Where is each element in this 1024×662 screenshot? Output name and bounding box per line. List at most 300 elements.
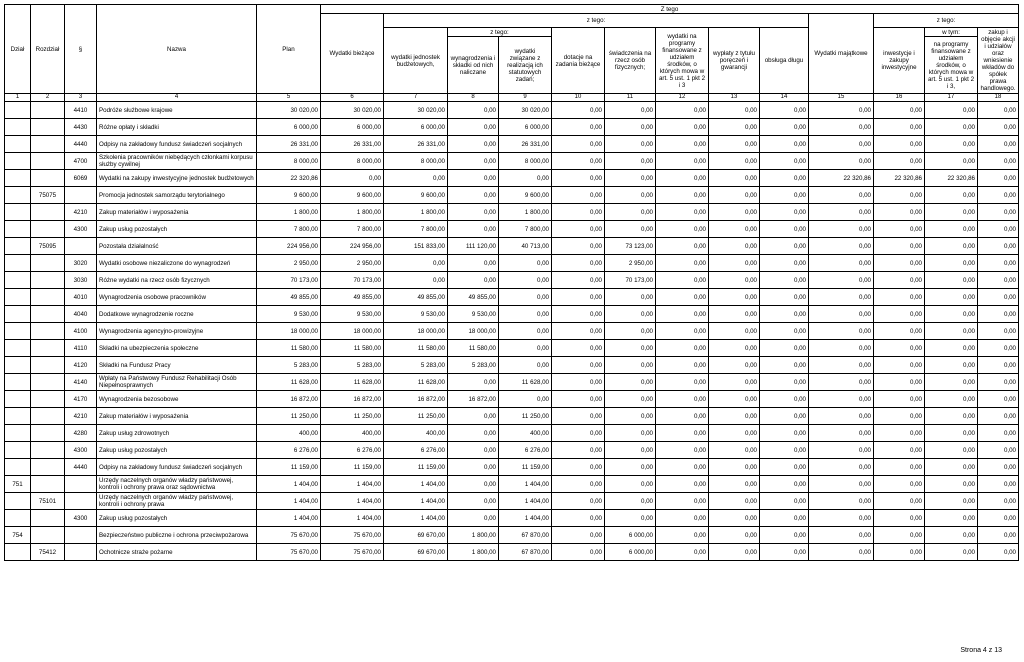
- cell-wydatki-programy: 0,00: [656, 170, 709, 187]
- header-na-programy: na programy finansowane z udziałem środków, o których mowa w art. 5 ust. 1 pkt 2 i 3,: [925, 37, 978, 94]
- header-z-tego-majatkowe: z tego:: [874, 14, 1019, 28]
- cell-wynagrodzenia: 0,00: [448, 476, 499, 493]
- cell-wydatki-jednostek: 0,00: [384, 170, 448, 187]
- cell-wydatki-majatkowe: 0,00: [809, 340, 874, 357]
- cell-inwestycje: 0,00: [874, 425, 925, 442]
- header-wydatki-programy: wydatki na programy finansowane z udziałem środków, o których mowa w art. 5 ust. 1 pkt 2 i 3: [656, 28, 709, 94]
- column-number: 4: [97, 94, 257, 102]
- cell-wydatki-biezace: 400,00: [321, 425, 384, 442]
- cell-dzial: [5, 255, 31, 272]
- cell-dzial: [5, 153, 31, 170]
- table-row: [5, 306, 1019, 323]
- cell-wydatki-biezace: 9 600,00: [321, 187, 384, 204]
- cell-nazwa: Składki na Fundusz Pracy: [97, 357, 257, 374]
- cell-wydatki-biezace: 1 404,00: [321, 476, 384, 493]
- cell-paragraf: 4040: [65, 306, 97, 323]
- cell-plan: 224 956,00: [257, 238, 321, 255]
- cell-wyplaty: 0,00: [709, 187, 760, 204]
- cell-inwestycje: 0,00: [874, 238, 925, 255]
- table-row: [5, 204, 1019, 221]
- cell-zakup-akcji: 0,00: [978, 153, 1019, 170]
- cell-zakup-akcji: 0,00: [978, 510, 1019, 527]
- cell-swiadczenia: 0,00: [605, 459, 656, 476]
- cell-dzial: [5, 221, 31, 238]
- cell-plan: 30 020,00: [257, 102, 321, 119]
- cell-dotacje: 0,00: [552, 459, 605, 476]
- cell-dotacje: 0,00: [552, 289, 605, 306]
- cell-paragraf: [65, 493, 97, 510]
- cell-rozdzial: 75095: [31, 238, 65, 255]
- cell-inwestycje: 0,00: [874, 527, 925, 544]
- cell-wydatki-programy: 0,00: [656, 544, 709, 561]
- header-dotacje: dotacje na zadania bieżące: [552, 28, 605, 94]
- cell-wydatki-jednostek: 0,00: [384, 255, 448, 272]
- cell-wydatki-majatkowe: 0,00: [809, 408, 874, 425]
- cell-paragraf: [65, 187, 97, 204]
- cell-rozdzial: [31, 289, 65, 306]
- table-row: [5, 510, 1019, 527]
- cell-wydatki-biezace: 9 530,00: [321, 306, 384, 323]
- cell-na-programy: 0,00: [925, 306, 978, 323]
- cell-dotacje: 0,00: [552, 102, 605, 119]
- cell-dotacje: 0,00: [552, 255, 605, 272]
- cell-wydatki-statutowe: 1 800,00: [499, 204, 552, 221]
- cell-obsluga-dlugu: 0,00: [760, 119, 809, 136]
- column-number: 14: [760, 94, 809, 102]
- cell-swiadczenia: 0,00: [605, 323, 656, 340]
- cell-nazwa: Ochotnicze straże pożarne: [97, 544, 257, 561]
- cell-wydatki-jednostek: 8 000,00: [384, 153, 448, 170]
- cell-zakup-akcji: 0,00: [978, 306, 1019, 323]
- cell-na-programy: 0,00: [925, 340, 978, 357]
- cell-na-programy: 0,00: [925, 136, 978, 153]
- cell-plan: 18 000,00: [257, 323, 321, 340]
- cell-plan: 11 580,00: [257, 340, 321, 357]
- cell-paragraf: 4100: [65, 323, 97, 340]
- cell-rozdzial: [31, 306, 65, 323]
- table-row: [5, 255, 1019, 272]
- cell-obsluga-dlugu: 0,00: [760, 153, 809, 170]
- cell-plan: 400,00: [257, 425, 321, 442]
- cell-wyplaty: 0,00: [709, 204, 760, 221]
- cell-wydatki-biezace: 75 670,00: [321, 544, 384, 561]
- cell-wydatki-statutowe: 6 276,00: [499, 442, 552, 459]
- cell-rozdzial: [31, 459, 65, 476]
- cell-obsluga-dlugu: 0,00: [760, 306, 809, 323]
- cell-wyplaty: 0,00: [709, 527, 760, 544]
- cell-plan: 1 404,00: [257, 510, 321, 527]
- cell-wydatki-statutowe: 0,00: [499, 255, 552, 272]
- cell-swiadczenia: 70 173,00: [605, 272, 656, 289]
- cell-wydatki-programy: 0,00: [656, 306, 709, 323]
- cell-swiadczenia: 0,00: [605, 136, 656, 153]
- cell-wydatki-statutowe: 7 800,00: [499, 221, 552, 238]
- column-number: 3: [65, 94, 97, 102]
- cell-wydatki-programy: 0,00: [656, 425, 709, 442]
- cell-paragraf: 3030: [65, 272, 97, 289]
- cell-plan: 70 173,00: [257, 272, 321, 289]
- cell-wydatki-jednostek: 69 670,00: [384, 544, 448, 561]
- table-row: [5, 459, 1019, 476]
- cell-nazwa: Wynagrodzenia bezosobowe: [97, 391, 257, 408]
- cell-na-programy: 0,00: [925, 476, 978, 493]
- cell-wydatki-statutowe: 0,00: [499, 323, 552, 340]
- cell-paragraf: 6069: [65, 170, 97, 187]
- cell-dzial: [5, 136, 31, 153]
- cell-wydatki-majatkowe: 0,00: [809, 204, 874, 221]
- cell-plan: 26 331,00: [257, 136, 321, 153]
- cell-wydatki-majatkowe: 0,00: [809, 357, 874, 374]
- cell-na-programy: 0,00: [925, 510, 978, 527]
- cell-zakup-akcji: 0,00: [978, 459, 1019, 476]
- cell-wydatki-biezace: 7 800,00: [321, 221, 384, 238]
- cell-wynagrodzenia: 0,00: [448, 272, 499, 289]
- cell-wydatki-statutowe: 11 159,00: [499, 459, 552, 476]
- cell-plan: 6 000,00: [257, 119, 321, 136]
- cell-wydatki-programy: 0,00: [656, 527, 709, 544]
- cell-paragraf: 4140: [65, 374, 97, 391]
- cell-wyplaty: 0,00: [709, 153, 760, 170]
- cell-wynagrodzenia: 0,00: [448, 170, 499, 187]
- cell-inwestycje: 0,00: [874, 187, 925, 204]
- cell-wydatki-statutowe: 67 870,00: [499, 527, 552, 544]
- table-row: [5, 187, 1019, 204]
- cell-na-programy: 22 320,86: [925, 170, 978, 187]
- header-wydatki-jednostek: wydatki jednostek budżetowych,: [384, 28, 448, 94]
- cell-na-programy: 0,00: [925, 493, 978, 510]
- header-wydatki-biezace: Wydatki bieżące: [321, 14, 384, 94]
- cell-wynagrodzenia: 0,00: [448, 425, 499, 442]
- cell-zakup-akcji: 0,00: [978, 476, 1019, 493]
- cell-wydatki-jednostek: 49 855,00: [384, 289, 448, 306]
- cell-zakup-akcji: 0,00: [978, 238, 1019, 255]
- cell-wynagrodzenia: 0,00: [448, 153, 499, 170]
- cell-nazwa: Zakup usług zdrowotnych: [97, 425, 257, 442]
- cell-obsluga-dlugu: 0,00: [760, 357, 809, 374]
- cell-dzial: [5, 289, 31, 306]
- cell-wydatki-programy: 0,00: [656, 459, 709, 476]
- cell-rozdzial: [31, 153, 65, 170]
- cell-plan: 49 855,00: [257, 289, 321, 306]
- cell-wyplaty: 0,00: [709, 340, 760, 357]
- cell-obsluga-dlugu: 0,00: [760, 493, 809, 510]
- cell-wydatki-statutowe: 0,00: [499, 340, 552, 357]
- cell-wydatki-statutowe: 11 628,00: [499, 374, 552, 391]
- cell-swiadczenia: 0,00: [605, 340, 656, 357]
- cell-wydatki-majatkowe: 0,00: [809, 255, 874, 272]
- table-row: [5, 442, 1019, 459]
- cell-wydatki-programy: 0,00: [656, 357, 709, 374]
- cell-wydatki-programy: 0,00: [656, 323, 709, 340]
- cell-wydatki-statutowe: 30 020,00: [499, 102, 552, 119]
- cell-dotacje: 0,00: [552, 306, 605, 323]
- cell-wyplaty: 0,00: [709, 272, 760, 289]
- cell-dzial: [5, 238, 31, 255]
- cell-zakup-akcji: 0,00: [978, 493, 1019, 510]
- cell-dzial: [5, 119, 31, 136]
- cell-inwestycje: 0,00: [874, 544, 925, 561]
- cell-wydatki-majatkowe: 0,00: [809, 187, 874, 204]
- table-row: [5, 136, 1019, 153]
- cell-obsluga-dlugu: 0,00: [760, 476, 809, 493]
- cell-wydatki-programy: 0,00: [656, 187, 709, 204]
- cell-wyplaty: 0,00: [709, 170, 760, 187]
- cell-nazwa: Wpłaty na Państwowy Fundusz Rehabilitacji Osób Niepełnosprawnych: [97, 374, 257, 391]
- cell-dzial: [5, 408, 31, 425]
- cell-swiadczenia: 0,00: [605, 493, 656, 510]
- cell-wydatki-majatkowe: 0,00: [809, 527, 874, 544]
- cell-zakup-akcji: 0,00: [978, 408, 1019, 425]
- cell-wynagrodzenia: 0,00: [448, 442, 499, 459]
- cell-paragraf: 4410: [65, 102, 97, 119]
- cell-wydatki-biezace: 18 000,00: [321, 323, 384, 340]
- cell-paragraf: 4440: [65, 459, 97, 476]
- cell-rozdzial: [31, 272, 65, 289]
- cell-nazwa: Zakup usług pozostałych: [97, 221, 257, 238]
- cell-wydatki-biezace: 8 000,00: [321, 153, 384, 170]
- cell-wydatki-programy: 0,00: [656, 442, 709, 459]
- header-paragraf: §: [65, 5, 97, 94]
- cell-nazwa: Zakup materiałów i wyposażenia: [97, 408, 257, 425]
- cell-wydatki-statutowe: 0,00: [499, 289, 552, 306]
- header-swiadczenia: świadczenia na rzecz osób fizycznych;: [605, 28, 656, 94]
- cell-wynagrodzenia: 0,00: [448, 102, 499, 119]
- cell-swiadczenia: 0,00: [605, 306, 656, 323]
- cell-na-programy: 0,00: [925, 544, 978, 561]
- cell-nazwa: Dodatkowe wynagrodzenie roczne: [97, 306, 257, 323]
- cell-zakup-akcji: 0,00: [978, 272, 1019, 289]
- cell-paragraf: 4010: [65, 289, 97, 306]
- cell-zakup-akcji: 0,00: [978, 187, 1019, 204]
- cell-wydatki-biezace: 26 331,00: [321, 136, 384, 153]
- cell-wydatki-majatkowe: 0,00: [809, 289, 874, 306]
- cell-inwestycje: 0,00: [874, 510, 925, 527]
- cell-wydatki-programy: 0,00: [656, 476, 709, 493]
- cell-wynagrodzenia: 111 120,00: [448, 238, 499, 255]
- header-plan: Plan: [257, 5, 321, 94]
- column-number: 2: [31, 94, 65, 102]
- table-row: [5, 527, 1019, 544]
- cell-wyplaty: 0,00: [709, 238, 760, 255]
- cell-paragraf: 4280: [65, 425, 97, 442]
- cell-obsluga-dlugu: 0,00: [760, 544, 809, 561]
- cell-zakup-akcji: 0,00: [978, 340, 1019, 357]
- cell-zakup-akcji: 0,00: [978, 442, 1019, 459]
- cell-wydatki-jednostek: 69 670,00: [384, 527, 448, 544]
- cell-dzial: [5, 459, 31, 476]
- cell-dotacje: 0,00: [552, 170, 605, 187]
- cell-rozdzial: [31, 476, 65, 493]
- cell-swiadczenia: 0,00: [605, 357, 656, 374]
- table-row: [5, 408, 1019, 425]
- cell-wydatki-majatkowe: 0,00: [809, 119, 874, 136]
- cell-obsluga-dlugu: 0,00: [760, 187, 809, 204]
- cell-nazwa: Podróże służbowe krajowe: [97, 102, 257, 119]
- cell-wydatki-jednostek: 0,00: [384, 272, 448, 289]
- cell-wydatki-jednostek: 30 020,00: [384, 102, 448, 119]
- cell-wynagrodzenia: 0,00: [448, 187, 499, 204]
- cell-swiadczenia: 0,00: [605, 391, 656, 408]
- cell-wydatki-biezace: 49 855,00: [321, 289, 384, 306]
- cell-wyplaty: 0,00: [709, 425, 760, 442]
- cell-wydatki-jednostek: 11 628,00: [384, 374, 448, 391]
- cell-inwestycje: 0,00: [874, 374, 925, 391]
- cell-wynagrodzenia: 9 530,00: [448, 306, 499, 323]
- cell-obsluga-dlugu: 0,00: [760, 204, 809, 221]
- cell-rozdzial: [31, 527, 65, 544]
- cell-swiadczenia: 0,00: [605, 102, 656, 119]
- cell-rozdzial: 75075: [31, 187, 65, 204]
- column-number: 7: [384, 94, 448, 102]
- cell-plan: 11 628,00: [257, 374, 321, 391]
- cell-plan: 11 159,00: [257, 459, 321, 476]
- cell-wydatki-statutowe: 1 404,00: [499, 476, 552, 493]
- cell-wydatki-programy: 0,00: [656, 391, 709, 408]
- cell-obsluga-dlugu: 0,00: [760, 374, 809, 391]
- cell-rozdzial: [31, 408, 65, 425]
- cell-wyplaty: 0,00: [709, 493, 760, 510]
- cell-obsluga-dlugu: 0,00: [760, 289, 809, 306]
- cell-dzial: [5, 510, 31, 527]
- header-obsluga-dlugu: obsługa długu: [760, 28, 809, 94]
- cell-wydatki-statutowe: 8 000,00: [499, 153, 552, 170]
- cell-wyplaty: 0,00: [709, 408, 760, 425]
- cell-wyplaty: 0,00: [709, 391, 760, 408]
- cell-dzial: [5, 204, 31, 221]
- header-rozdzial: Rozdział: [31, 5, 65, 94]
- cell-wydatki-jednostek: 18 000,00: [384, 323, 448, 340]
- cell-wydatki-statutowe: 9 600,00: [499, 187, 552, 204]
- cell-na-programy: 0,00: [925, 153, 978, 170]
- cell-wydatki-statutowe: 400,00: [499, 425, 552, 442]
- cell-wydatki-biezace: 16 872,00: [321, 391, 384, 408]
- table-row: [5, 238, 1019, 255]
- cell-plan: 9 530,00: [257, 306, 321, 323]
- cell-na-programy: 0,00: [925, 357, 978, 374]
- cell-dotacje: 0,00: [552, 510, 605, 527]
- cell-nazwa: Różne opłaty i składki: [97, 119, 257, 136]
- cell-dzial: [5, 323, 31, 340]
- column-number: 9: [499, 94, 552, 102]
- cell-na-programy: 0,00: [925, 221, 978, 238]
- header-z-tego-jednostek: z tego:: [448, 28, 552, 37]
- cell-inwestycje: 0,00: [874, 272, 925, 289]
- cell-nazwa: Zakup usług pozostałych: [97, 510, 257, 527]
- cell-wyplaty: 0,00: [709, 544, 760, 561]
- cell-wydatki-biezace: 11 628,00: [321, 374, 384, 391]
- cell-paragraf: 4300: [65, 221, 97, 238]
- cell-wydatki-majatkowe: 0,00: [809, 323, 874, 340]
- cell-wydatki-statutowe: 1 404,00: [499, 510, 552, 527]
- header-nazwa: Nazwa: [97, 5, 257, 94]
- cell-rozdzial: [31, 136, 65, 153]
- cell-wydatki-biezace: 6 276,00: [321, 442, 384, 459]
- cell-wydatki-majatkowe: 0,00: [809, 238, 874, 255]
- cell-nazwa: Składki na ubezpieczenia społeczne: [97, 340, 257, 357]
- cell-wydatki-biezace: 1 404,00: [321, 493, 384, 510]
- cell-rozdzial: [31, 102, 65, 119]
- cell-na-programy: 0,00: [925, 255, 978, 272]
- cell-wydatki-biezace: 75 670,00: [321, 527, 384, 544]
- cell-inwestycje: 0,00: [874, 340, 925, 357]
- cell-zakup-akcji: 0,00: [978, 102, 1019, 119]
- cell-wydatki-jednostek: 6 276,00: [384, 442, 448, 459]
- column-number: 1: [5, 94, 31, 102]
- table-row: [5, 323, 1019, 340]
- cell-paragraf: 4700: [65, 153, 97, 170]
- cell-dzial: 754: [5, 527, 31, 544]
- cell-rozdzial: [31, 391, 65, 408]
- cell-wynagrodzenia: 0,00: [448, 493, 499, 510]
- cell-wydatki-statutowe: 6 000,00: [499, 119, 552, 136]
- cell-zakup-akcji: 0,00: [978, 136, 1019, 153]
- cell-obsluga-dlugu: 0,00: [760, 442, 809, 459]
- cell-wydatki-majatkowe: 0,00: [809, 221, 874, 238]
- header-wydatki-majatkowe: Wydatki majątkowe: [809, 14, 874, 94]
- cell-na-programy: 0,00: [925, 442, 978, 459]
- cell-plan: 75 670,00: [257, 544, 321, 561]
- cell-obsluga-dlugu: 0,00: [760, 459, 809, 476]
- cell-na-programy: 0,00: [925, 391, 978, 408]
- cell-zakup-akcji: 0,00: [978, 357, 1019, 374]
- cell-dotacje: 0,00: [552, 408, 605, 425]
- cell-wydatki-jednostek: 151 833,00: [384, 238, 448, 255]
- cell-dotacje: 0,00: [552, 493, 605, 510]
- cell-dzial: [5, 374, 31, 391]
- table-row: [5, 170, 1019, 187]
- cell-dzial: [5, 340, 31, 357]
- cell-wydatki-biezace: 11 580,00: [321, 340, 384, 357]
- cell-dzial: [5, 170, 31, 187]
- cell-wynagrodzenia: 0,00: [448, 136, 499, 153]
- cell-inwestycje: 0,00: [874, 442, 925, 459]
- cell-swiadczenia: 0,00: [605, 170, 656, 187]
- cell-wydatki-majatkowe: 0,00: [809, 102, 874, 119]
- cell-na-programy: 0,00: [925, 527, 978, 544]
- cell-swiadczenia: 0,00: [605, 119, 656, 136]
- cell-wynagrodzenia: 11 580,00: [448, 340, 499, 357]
- column-number: 10: [552, 94, 605, 102]
- cell-wydatki-jednostek: 9 600,00: [384, 187, 448, 204]
- cell-wydatki-majatkowe: 22 320,86: [809, 170, 874, 187]
- cell-nazwa: Pozostała działalność: [97, 238, 257, 255]
- cell-wynagrodzenia: 49 855,00: [448, 289, 499, 306]
- table-body: [5, 102, 1019, 561]
- cell-zakup-akcji: 0,00: [978, 527, 1019, 544]
- cell-wydatki-biezace: 70 173,00: [321, 272, 384, 289]
- cell-wydatki-statutowe: 26 331,00: [499, 136, 552, 153]
- cell-wyplaty: 0,00: [709, 374, 760, 391]
- cell-wynagrodzenia: 0,00: [448, 510, 499, 527]
- cell-plan: 2 950,00: [257, 255, 321, 272]
- cell-wydatki-jednostek: 1 404,00: [384, 476, 448, 493]
- cell-na-programy: 0,00: [925, 374, 978, 391]
- cell-inwestycje: 0,00: [874, 459, 925, 476]
- cell-inwestycje: 0,00: [874, 476, 925, 493]
- header-wyplaty: wypłaty z tytułu poręczeń i gwarancji: [709, 28, 760, 94]
- cell-wydatki-programy: 0,00: [656, 136, 709, 153]
- cell-wynagrodzenia: 16 872,00: [448, 391, 499, 408]
- cell-dzial: [5, 544, 31, 561]
- cell-plan: 8 000,00: [257, 153, 321, 170]
- cell-na-programy: 0,00: [925, 119, 978, 136]
- cell-wydatki-majatkowe: 0,00: [809, 425, 874, 442]
- cell-wydatki-jednostek: 11 580,00: [384, 340, 448, 357]
- cell-wydatki-jednostek: 6 000,00: [384, 119, 448, 136]
- cell-wyplaty: 0,00: [709, 510, 760, 527]
- column-number: 12: [656, 94, 709, 102]
- cell-inwestycje: 0,00: [874, 323, 925, 340]
